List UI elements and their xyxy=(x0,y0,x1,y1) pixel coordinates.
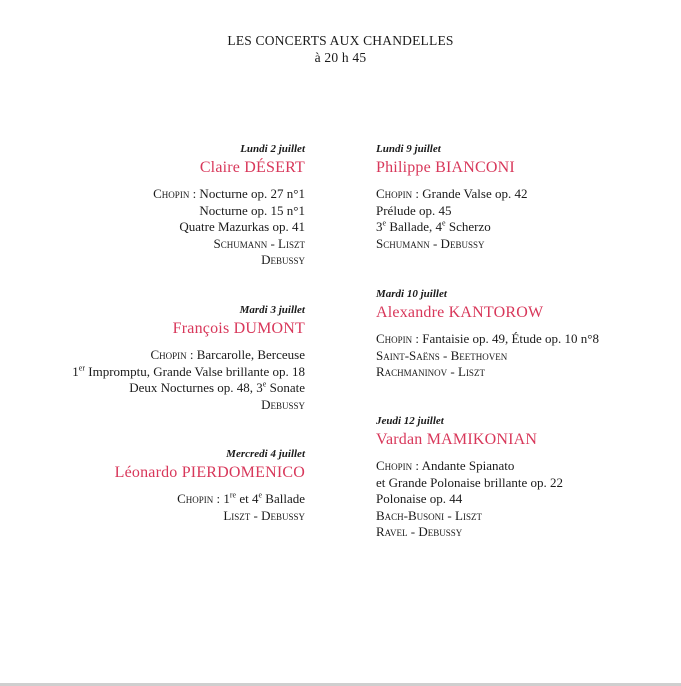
artist-name: Vardan MAMIKONIAN xyxy=(376,431,538,448)
composer: Debussy xyxy=(261,252,305,267)
artist-name: Philippe BIANCONI xyxy=(376,159,515,176)
program-line xyxy=(0,347,305,364)
composer: Schumann - Liszt xyxy=(213,235,305,251)
composer: Chopin xyxy=(376,331,413,346)
artist-name: Claire DÉSERT xyxy=(199,159,305,176)
composer: Chopin xyxy=(376,186,413,201)
concert-block xyxy=(0,303,305,413)
work: : Andante Spianato xyxy=(412,458,515,473)
concert-block xyxy=(0,447,305,524)
program-line: Prélude op. 45 xyxy=(376,202,452,218)
composer: Ravel - Debussy xyxy=(376,524,463,539)
program-title: LES CONCERTS AUX CHANDELLES xyxy=(227,33,454,48)
concert-date: Lundi 2 juillet xyxy=(240,143,305,155)
composer: Saint-Saëns - Beethoven xyxy=(376,347,508,363)
composer: Chopin xyxy=(177,491,214,506)
concert-date: Mardi 10 juillet xyxy=(376,288,447,300)
concert-date: Lundi 9 juillet xyxy=(376,143,441,155)
concert-block xyxy=(0,142,305,269)
program-line: 1er Impromptu, Grande Valse brillante op. 18 xyxy=(72,363,305,379)
composer: Bach-Busoni - Liszt xyxy=(376,507,482,523)
work: : Fantaisie op. 49, Étude op. 10 n°8 xyxy=(412,331,599,346)
composer: Liszt - Debussy xyxy=(223,507,305,523)
work: : Grande Valse op. 42 xyxy=(412,186,528,201)
concert-block xyxy=(376,287,676,381)
composer: Chopin xyxy=(150,347,187,362)
concert-date: Jeudi 12 juillet xyxy=(376,415,444,427)
work: : Nocturne op. 27 n°1 xyxy=(189,186,305,201)
program-line xyxy=(0,186,305,203)
program-line: 3e Ballade, 4e Scherzo xyxy=(376,218,491,234)
program-line: Chopin : 1re et 4e Ballade xyxy=(177,490,305,506)
concert-block xyxy=(376,142,676,252)
composer: Chopin xyxy=(153,186,190,201)
composer: Rachmaninov - Liszt xyxy=(376,364,485,379)
work: : Barcarolle, Berceuse xyxy=(186,347,305,362)
composer: Chopin xyxy=(376,458,413,473)
program-time: à 20 h 45 xyxy=(314,50,367,65)
program-line xyxy=(376,458,676,475)
program-line: et Grande Polonaise brillante op. 22 xyxy=(376,474,564,490)
concert-date: Mercredi 4 juillet xyxy=(226,448,305,460)
program-line: Quatre Mazurkas op. 41 xyxy=(179,219,305,234)
program-line xyxy=(376,331,676,348)
program-line: Nocturne op. 15 n°1 xyxy=(199,202,305,218)
program-line: Polonaise op. 44 xyxy=(376,491,463,506)
program-header xyxy=(0,32,681,66)
program-line xyxy=(376,186,676,203)
artist-name: Léonardo PIERDOMENICO xyxy=(114,464,305,481)
artist-name: François DUMONT xyxy=(172,320,305,337)
artist-name: Alexandre KANTOROW xyxy=(376,304,544,321)
composer: Schumann - Debussy xyxy=(376,235,485,251)
concert-date: Mardi 3 juillet xyxy=(239,304,305,316)
program-line: Deux Nocturnes op. 48, 3e Sonate xyxy=(129,379,305,395)
concert-block xyxy=(376,414,676,541)
composer: Debussy xyxy=(261,396,305,412)
